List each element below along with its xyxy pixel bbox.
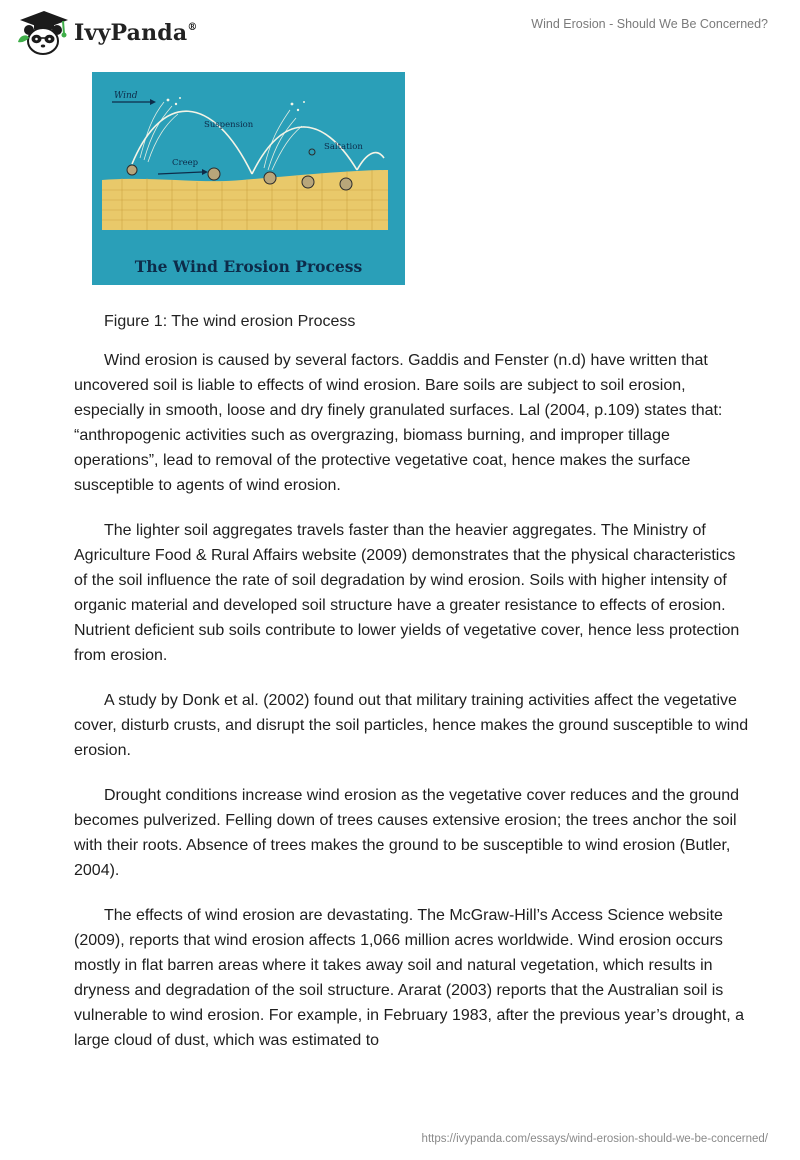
diagram-title: The Wind Erosion Process bbox=[134, 257, 363, 276]
source-url-link[interactable]: https://ivypanda.com/essays/wind-erosion-should-we-be-concerned/ bbox=[421, 1133, 768, 1145]
article-body bbox=[74, 348, 750, 1073]
wind-label: Wind bbox=[114, 91, 138, 101]
paragraph-effects: The effects of wind erosion are devastating. The McGraw-Hill’s Access Science website (2009), reports that wind erosion affects 1,066 million acres worldwide. Wind erosion occurs mostly in flat barren areas where it takes away soil and natural vegetation, which results in dryness and degradation of the soil structure. Ararat (2003) reports that the Australian soil is vulnerable to wind erosion. For example, in February 1983, after the previous year’s drought, a large cloud of dust, which was estimated to bbox=[74, 907, 744, 1049]
saltation-label: Saltation bbox=[324, 142, 363, 152]
paragraph-drought: Drought conditions increase wind erosion as the vegetative cover reduces and the ground becomes pulverized. Felling down of trees causes extensive erosion; the trees anchor the soil with their roots. Absence of trees makes the ground to be susceptible to wind erosion (Butler, 2004). bbox=[74, 787, 740, 879]
suspension-label: Suspension bbox=[204, 120, 254, 130]
ivypanda-logo[interactable] bbox=[14, 8, 198, 58]
creep-label: Creep bbox=[172, 158, 199, 168]
panda-graduate-icon bbox=[14, 8, 70, 58]
wind-erosion-diagram bbox=[92, 72, 405, 285]
brand-name: IvyPanda® bbox=[74, 20, 198, 46]
page-header bbox=[0, 0, 800, 64]
paragraph-soil-aggregates: The lighter soil aggregates travels faster than the heavier aggregates. The Ministry of Agriculture Food & Rural Affairs website (2009) demonstrates that the physical characteristics of the soil influence the rate of soil degradation by wind erosion. Soils with higher intensity of organic material and developed soil structure have a greater resistance to effects of erosion. Nutrient deficient sub soils contribute to lower yields of vegetative cover, hence less protection from erosion. bbox=[74, 522, 740, 664]
figure-caption: Figure 1: The wind erosion Process bbox=[104, 313, 356, 330]
document-title: Wind Erosion - Should We Be Concerned? bbox=[531, 17, 768, 31]
paragraph-causes: Wind erosion is caused by several factors. Gaddis and Fenster (n.d) have written that uncovered soil is liable to effects of wind erosion. Bare soils are subject to soil erosion, especially in smooth, loose and dry finely granulated surfaces. Lal (2004, p.109) states that: “anthropogenic activities such as overgrazing, biomass burning, and improper tillage operations”, lead to removal of the protective vegetative coat, hence makes the surface susceptible to agents of wind erosion. bbox=[74, 352, 723, 494]
paragraph-military-training: A study by Donk et al. (2002) found out that military training activities affect the vegetative cover, disturb crusts, and disrupt the soil particles, hence makes the ground susceptible to wind erosion. bbox=[74, 692, 749, 759]
